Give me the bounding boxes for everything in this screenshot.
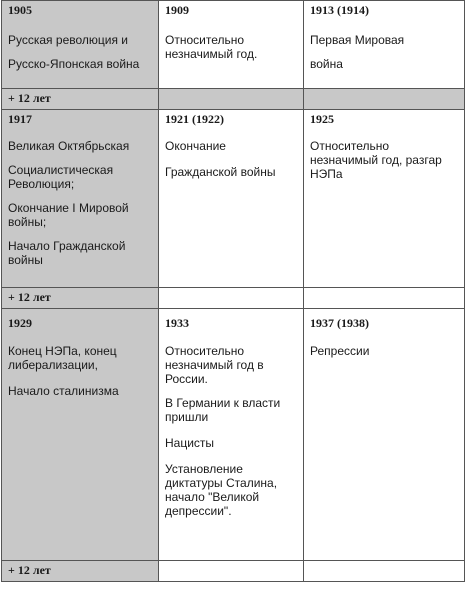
event-text: Социалистическая Революция; bbox=[8, 163, 114, 191]
year-label: 1905 bbox=[8, 3, 32, 17]
event-text: Гражданской войны bbox=[165, 165, 276, 179]
separator-cell bbox=[159, 288, 304, 309]
interval-label: + 12 лет bbox=[8, 563, 51, 577]
event-text: война bbox=[310, 57, 343, 71]
event-text: Русская революция и bbox=[8, 33, 128, 47]
year-label: 1925 bbox=[310, 112, 334, 126]
table-cell bbox=[159, 309, 304, 561]
interval-label: + 12 лет bbox=[8, 91, 51, 105]
event-text: Русско-Японская война bbox=[8, 57, 140, 71]
table-cell bbox=[2, 110, 159, 288]
separator-cell bbox=[2, 89, 159, 110]
year-label: 1917 bbox=[8, 112, 32, 126]
event-text: Установление диктатуры Сталина, начало "Великой депрессии". bbox=[165, 462, 278, 518]
separator-cell bbox=[159, 561, 304, 582]
table-cell bbox=[304, 110, 465, 288]
year-label: 1909 bbox=[165, 3, 189, 17]
table-row bbox=[2, 1, 465, 89]
event-text: Нацисты bbox=[165, 436, 215, 450]
table-cell bbox=[2, 309, 159, 561]
event-text: Великая Октябрьская bbox=[8, 139, 130, 153]
event-text: Окончание I Мировой войны; bbox=[8, 201, 129, 229]
table-cell bbox=[159, 1, 304, 89]
event-text: Начало Гражданской войны bbox=[8, 239, 126, 267]
table-row bbox=[2, 309, 465, 561]
table-cell bbox=[304, 1, 465, 89]
year-label: 1913 (1914) bbox=[310, 3, 369, 17]
event-text: Относительно незначимый год в России. bbox=[165, 344, 264, 386]
separator-cell bbox=[2, 561, 159, 582]
event-text: Репрессии bbox=[310, 344, 370, 358]
separator-cell bbox=[304, 288, 465, 309]
table-row bbox=[2, 110, 465, 288]
event-text: Относительно незначимый год. bbox=[165, 33, 258, 61]
table-cell bbox=[159, 110, 304, 288]
separator-cell bbox=[304, 561, 465, 582]
interval-label: + 12 лет bbox=[8, 290, 51, 304]
separator-cell bbox=[2, 288, 159, 309]
year-label: 1929 bbox=[8, 316, 32, 330]
event-text: Относительно незначимый год, разгар НЭПа bbox=[310, 139, 442, 181]
separator-row bbox=[2, 561, 465, 582]
event-text: Первая Мировая bbox=[310, 33, 405, 47]
separator-row bbox=[2, 288, 465, 309]
event-text: Начало сталинизма bbox=[8, 384, 119, 398]
separator-cell bbox=[159, 89, 304, 110]
event-text: Окончание bbox=[165, 139, 226, 153]
table-cell bbox=[304, 309, 465, 561]
timeline-table bbox=[1, 0, 465, 582]
event-text: В Германии к власти пришли bbox=[165, 396, 281, 424]
year-label: 1921 (1922) bbox=[165, 112, 224, 126]
year-label: 1937 (1938) bbox=[310, 316, 369, 330]
table-cell bbox=[2, 1, 159, 89]
year-label: 1933 bbox=[165, 316, 189, 330]
separator-row bbox=[2, 89, 465, 110]
separator-cell bbox=[304, 89, 465, 110]
event-text: Конец НЭПа, конец либерализации, bbox=[8, 344, 117, 372]
